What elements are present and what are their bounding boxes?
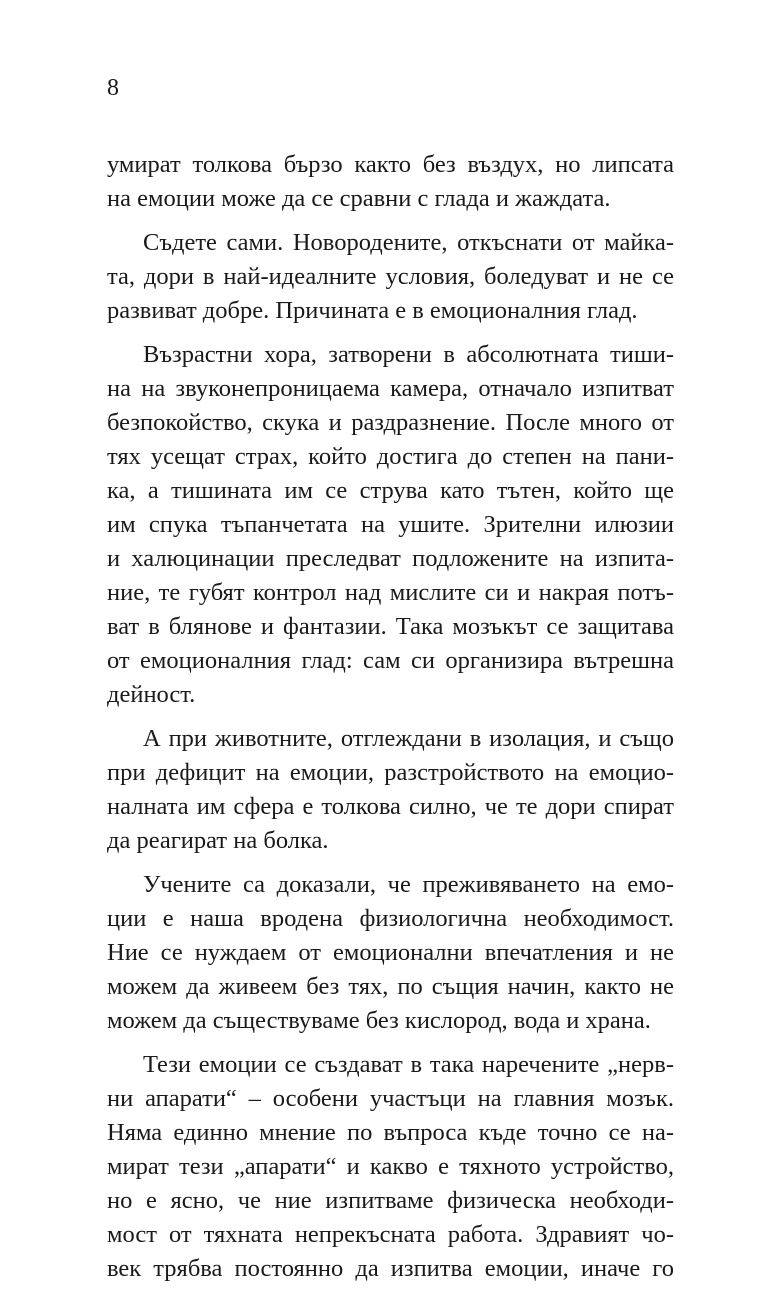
text-line: при дефицит на емоции, разстройството на емоцио-: [107, 759, 674, 786]
text-line: да реагират на болка.: [107, 827, 329, 854]
paragraph: [107, 338, 674, 712]
text-line: налната им сфера е толкова силно, че те дори спират: [107, 793, 674, 820]
paragraph: [107, 1048, 674, 1286]
text-line: Съдете сами. Новородените, откъснати от майка-: [143, 229, 674, 256]
text-line: ции е наша вродена физиологична необходимост.: [107, 905, 674, 932]
text-line: умират толкова бързо както без въздух, но липсата: [107, 151, 674, 178]
text-line: Учените са доказали, че преживяването на емо-: [143, 871, 674, 898]
text-line: безпокойство, скука и раздразнение. После много от: [107, 409, 674, 436]
text-line: ни апарати“ – особени участъци на главния мозък.: [107, 1085, 674, 1112]
text-line: на емоции може да се сравни с глада и жаждата.: [107, 185, 611, 212]
text-line: Тези емоции се създават в така наречените „нерв-: [143, 1051, 674, 1078]
text-line: дейност.: [107, 681, 196, 708]
text-line: ка, а тишината им се струва като тътен, който ще: [107, 477, 674, 504]
text-line: мост от тяхната непрекъсната работа. Здравият чо-: [107, 1221, 674, 1248]
paragraph: [107, 148, 674, 216]
paragraph: [107, 226, 674, 328]
text-line: та, дори в най-идеалните условия, боледуват и не се: [107, 263, 674, 290]
text-line: век трябва постоянно да изпитва емоции, иначе го: [107, 1255, 674, 1282]
text-line: на на звуконепроницаема камера, отначало изпитват: [107, 375, 674, 402]
text-line: им спука тъпанчетата на ушите. Зрителни илюзии: [107, 511, 674, 538]
text-line: можем да живеем без тях, по същия начин, както не: [107, 973, 674, 1000]
text-line: Ние се нуждаем от емоционални впечатления и не: [107, 939, 674, 966]
text-line: Възрастни хора, затворени в абсолютната тиши-: [143, 341, 674, 368]
text-line: тях усещат страх, който достига до степен на пани-: [107, 443, 674, 470]
text-line: мират тези „апарати“ и какво е тяхното устройство,: [107, 1153, 674, 1180]
page-number: 8: [107, 75, 119, 101]
paragraph: [107, 722, 674, 858]
text-line: от емоционалния глад: сам си организира вътрешна: [107, 647, 674, 674]
text-line: Няма единно мнение по въпроса къде точно се на-: [107, 1119, 674, 1146]
text-line: но е ясно, че ние изпитваме физическа необходи-: [107, 1187, 674, 1214]
paragraph: [107, 868, 674, 1038]
text-line: развиват добре. Причината е в емоционалния глад.: [107, 297, 638, 324]
text-line: А при животните, отглеждани в изолация, и също: [143, 725, 674, 752]
text-line: можем да съществуваме без кислород, вода и храна.: [107, 1007, 651, 1034]
text-line: и халюцинации преследват подложените на изпита-: [107, 545, 674, 572]
text-line: ват в блянове и фантазии. Така мозъкът се защитава: [107, 613, 674, 640]
text-line: ние, те губят контрол над мислите си и накрая потъ-: [107, 579, 674, 606]
body-text: [107, 148, 674, 1296]
